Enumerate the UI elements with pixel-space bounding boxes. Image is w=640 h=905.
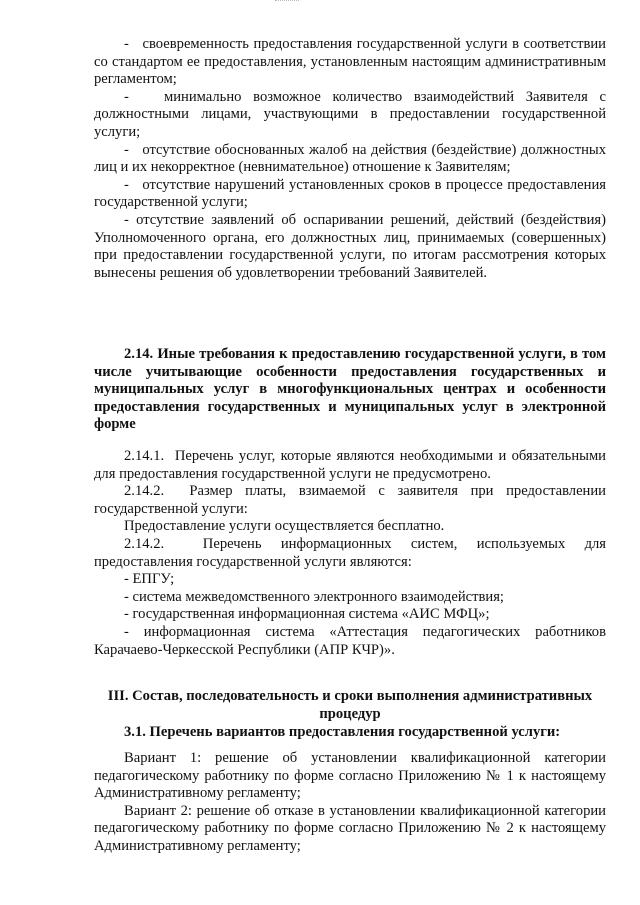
section-3-1-body [94,750,606,856]
section-heading: III. Состав, последовательность и сроки выполнения административных процедур [107,688,593,722]
section-2-14 [94,346,606,434]
criteria-item: - отсутствие заявлений об оспаривании решений, действий (бездействия) Уполномоченного органа, его должностных лиц, принимаемых (совершенных) при предоставлении государственной услуги, по итогам рассмотрения которых вынесены решения об удовлетворении требований Заявителей. [94,211,606,281]
paragraph: 2.14.1. Перечень услуг, которые являются необходимыми и обязательными для предоставления государственной услуги не предусмотрено. [94,448,606,482]
subsection-heading: 3.1. Перечень вариантов предоставления государственной услуги: [124,724,561,740]
scan-mark [275,0,299,1]
variant-item: Вариант 1: решение об установлении квалификационной категории педагогическому работнику по форме согласно Приложению № 1 к настоящему Административному регламенту; [94,750,606,802]
criteria-item: - минимально возможное количество взаимодействий Заявителя с должностными лицами, участвующими в предоставлении государственной услуги; [94,88,606,140]
section-2-14-body [94,448,606,659]
list-item: - ЕПГУ; [124,571,175,588]
list-item: - система межведомственного электронного взаимодействия; [124,588,504,605]
section-3 [94,688,606,723]
criteria-item: - отсутствие обоснованных жалоб на действия (бездействие) должностных лиц и их некорректное (невнимательное) отношение к Заявителям; [94,141,606,176]
criteria-list [94,36,606,282]
criteria-item: - отсутствие нарушений установленных сроков в процессе предоставления государственной услуги; [94,176,606,211]
paragraph: Предоставление услуги осуществляется бесплатно. [124,518,445,535]
section-3-1 [94,724,606,742]
section-heading: 2.14. Иные требования к предоставлению государственной услуги, в том числе учитывающие особенности предоставления государственных и муниципальных услуг в многофункциональных центрах и особенности предоставления государственных и муниципальных услуг в электронной форме [94,346,606,433]
paragraph: 2.14.2. Перечень информационных систем, используемых для предоставления государственной услуги являются: [94,535,606,570]
paragraph: 2.14.2. Размер платы, взимаемой с заявителя при предоставлении государственной услуги: [94,483,606,517]
list-item: - государственная информационная система «АИС МФЦ»; [124,606,490,623]
list-item: - информационная система «Аттестация педагогических работников Карачаево-Черкесской Республики (АПР КЧР)». [94,623,606,658]
criteria-item: - своевременность предоставления государственной услуги в соответствии со стандартом ее предоставления, установленным настоящим административным регламентом; [94,36,606,88]
variant-item: Вариант 2: решение об отказе в установлении квалификационной категории педагогическому работнику по форме согласно Приложению № 2 к настоящему Административному регламенту; [94,802,606,854]
